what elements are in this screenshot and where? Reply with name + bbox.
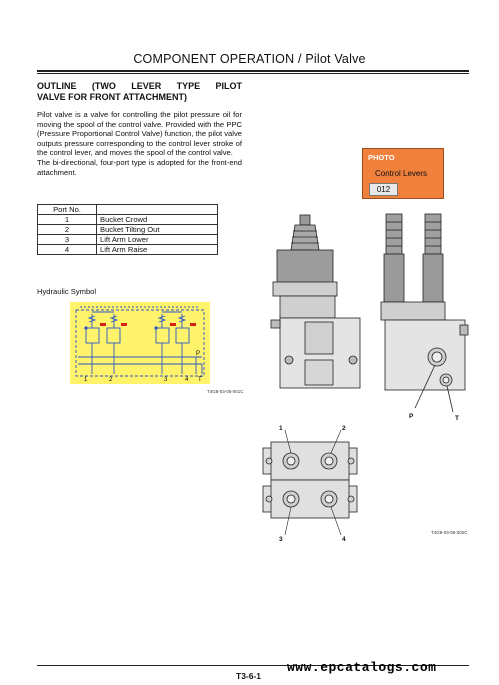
watermark: www.epcatalogs.com [287, 660, 437, 675]
port-label-3: 3 [164, 377, 168, 383]
port-label-p: P [196, 351, 201, 357]
bottom-port-label-2: 2 [342, 425, 346, 432]
bottom-port-label-4: 4 [342, 536, 346, 543]
hydraulic-symbol-diagram [70, 302, 210, 384]
photo-reference-box[interactable] [362, 148, 444, 199]
pilot-valve-bottom-view [255, 420, 365, 545]
port-table [37, 204, 218, 255]
hydraulic-figure-id: T4G8-03-05-001C [207, 389, 244, 394]
outline-heading-line2: VALVE FOR FRONT ATTACHMENT) [37, 92, 187, 102]
photo-label: Control Levers [375, 169, 428, 178]
port-function: Lift Arm Raise [97, 245, 218, 255]
outline-paragraph-2: The bi-directional, four-port type is adopted for the front-end attachment. [37, 157, 242, 177]
port-number: 1 [38, 215, 97, 225]
table-row [38, 225, 218, 235]
port-number: 2 [38, 225, 97, 235]
port-table-header: Port No. [38, 205, 97, 215]
port-label-t: T [198, 377, 202, 383]
header-rule-thin [37, 73, 469, 74]
bottom-port-label-1: 1 [279, 425, 283, 432]
pilot-valve-views [265, 210, 470, 425]
outline-heading-line1: OUTLINE (TWO LEVER TYPE PILOT [37, 81, 242, 91]
port-number: 3 [38, 235, 97, 245]
table-row [38, 215, 218, 225]
bottom-port-label-3: 3 [279, 536, 283, 543]
port-function: Lift Arm Lower [97, 235, 218, 245]
page-number: T3-6-1 [236, 671, 262, 681]
side-view [381, 214, 468, 412]
port-label-4: 4 [185, 377, 189, 383]
photo-number: 012 [369, 183, 398, 196]
outline-body [37, 110, 242, 177]
table-row [38, 245, 218, 255]
hydraulic-symbol-label: Hydraulic Symbol [37, 287, 97, 296]
port-number: 4 [38, 245, 97, 255]
outline-heading [37, 81, 242, 103]
port-label-1: 1 [84, 377, 88, 383]
page-title: COMPONENT OPERATION / Pilot Valve [133, 52, 366, 66]
side-label-t: T [455, 415, 459, 422]
port-table-header-empty [97, 205, 218, 215]
port-function: Bucket Tilting Out [97, 225, 218, 235]
table-row [38, 235, 218, 245]
drawing-figure-id: T4G8-03-05-002C [431, 530, 468, 535]
port-function: Bucket Crowd [97, 215, 218, 225]
front-view [271, 215, 360, 388]
side-label-p: P [409, 413, 414, 420]
port-table-header-row [38, 205, 218, 215]
header-rule [37, 70, 469, 72]
photo-tag: PHOTO [368, 153, 395, 162]
port-label-2: 2 [109, 377, 113, 383]
outline-paragraph-1: Pilot valve is a valve for controlling the pilot pressure oil for moving the spool of the control valve. Provided with the PPC (Pressure Proportional Control Valve) function, the pilot valve outputs pressure corresponding to the control lever stroke of the control lever, and moves the spool of the control valve. [37, 110, 242, 158]
